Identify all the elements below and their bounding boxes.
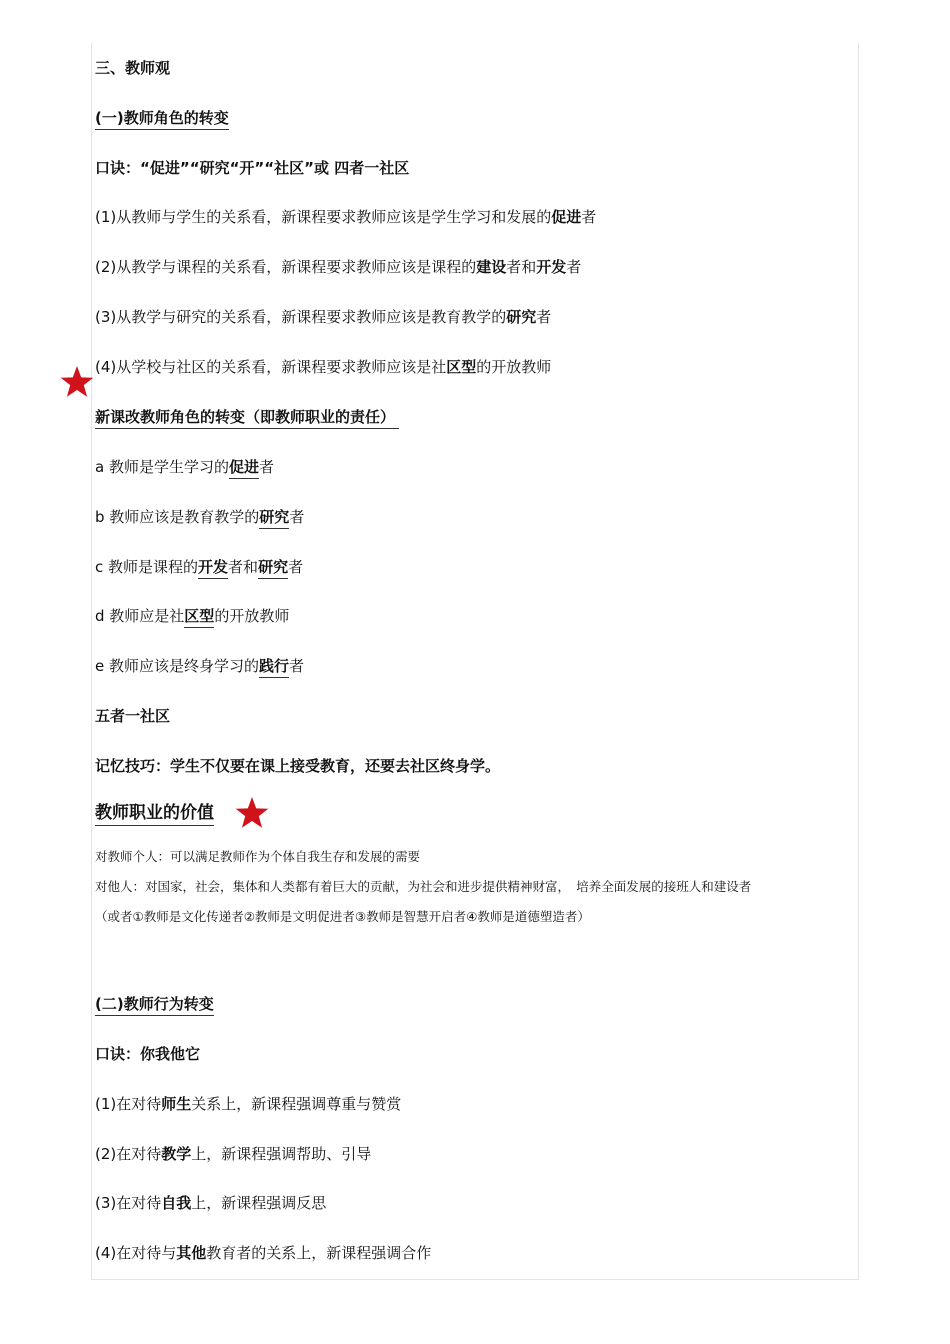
role-item-a: a 教师是学生学习的促进者 [95, 457, 274, 479]
behavior-point-3: (3)在对待自我上，新课程强调反思 [95, 1194, 327, 1212]
star-icon [59, 365, 95, 401]
mnemonic-behavior: 口诀：你我他它 [95, 1045, 201, 1063]
role-item-c: c 教师是课程的开发者和研究者 [95, 557, 303, 579]
value-personal: 对教师个人：可以满足教师作为个体自我生存和发展的需要 [95, 849, 421, 864]
role-point-3: (3)从教学与研究的关系看，新课程要求教师应该是教育教学的研究者 [95, 308, 552, 326]
role-item-b: b 教师应该是教育教学的研究者 [95, 507, 304, 529]
value-note: （或者①教师是文化传递者②教师是文明促进者③教师是智慧开启者④教师是道德塑造者） [95, 909, 590, 924]
star-icon [234, 796, 270, 832]
role-item-e: e 教师应该是终身学习的践行者 [95, 656, 304, 678]
section-title: 三、教师观 [95, 59, 171, 77]
roles-summary: 五者一社区 [95, 707, 171, 725]
role-point-1: (1)从教师与学生的关系看，新课程要求教师应该是学生学习和发展的促进者 [95, 208, 597, 226]
behavior-point-4: (4)在对待与其他教育者的关系上，新课程强调合作 [95, 1244, 432, 1262]
role-item-d: d 教师应是社区型的开放教师 [95, 606, 289, 628]
role-point-2: (2)从教学与课程的关系看，新课程要求教师应该是课程的建设者和开发者 [95, 258, 582, 276]
role-point-4: (4)从学校与社区的关系看，新课程要求教师应该是社区型的开放教师 [95, 358, 552, 376]
subsection-heading-role-change: (一)教师角色的转变 [95, 108, 229, 128]
mnemonic-roles: 口诀：“促进”“研究“开”“社区”或 四者一社区 [95, 159, 410, 177]
value-others: 对他人：对国家，社会，集体和人类都有着巨大的贡献，为社会和进步提供精神财富， 培养全面发展的接班人和建设者 [95, 879, 752, 894]
behavior-point-1: (1)在对待师生关系上，新课程强调尊重与赞赏 [95, 1095, 402, 1113]
subsection-heading-behavior: (二)教师行为转变 [95, 994, 214, 1014]
memory-tip: 记忆技巧：学生不仅要在课上接受教育，还要去社区终身学。 [95, 757, 501, 775]
value-heading: 教师职业的价值 [95, 802, 214, 824]
behavior-point-2: (2)在对待教学上，新课程强调帮助、引导 [95, 1145, 372, 1163]
roles-heading: 新课改教师角色的转变（即教师职业的责任） [95, 407, 399, 427]
